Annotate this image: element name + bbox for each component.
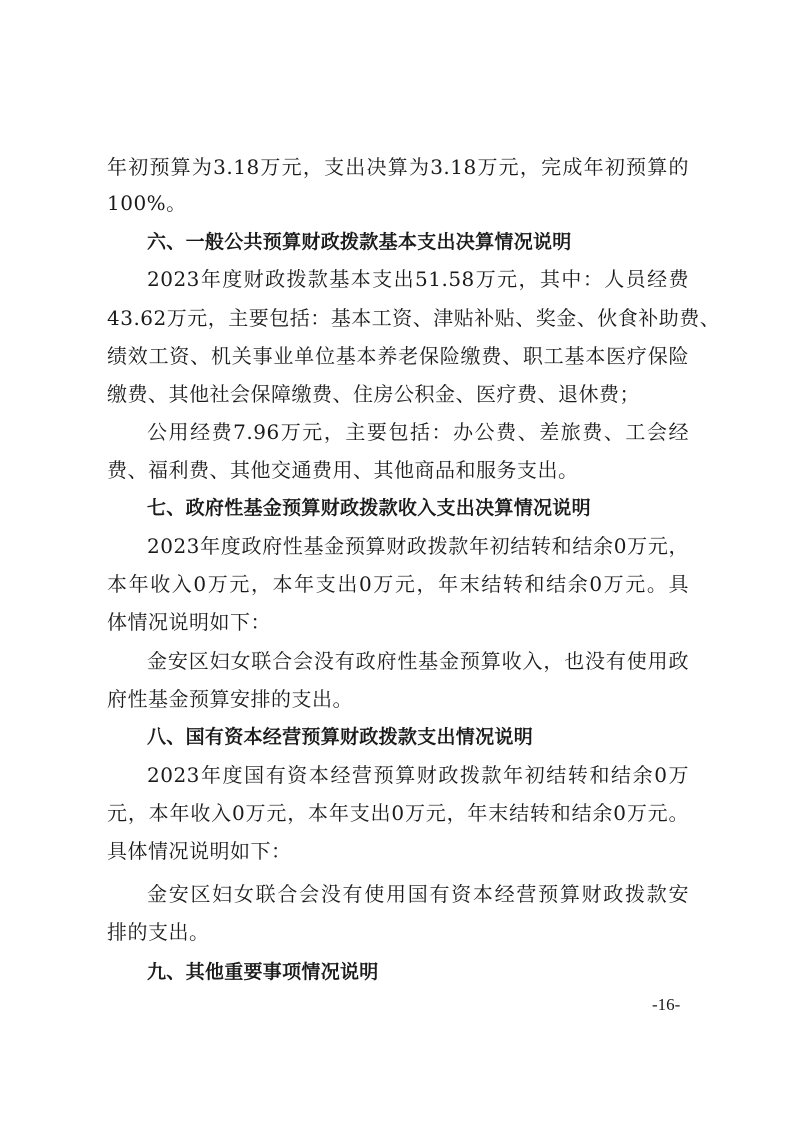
- body-text-line: 绩效工资、机关事业单位基本养老保险缴费、职工基本医疗保险: [107, 344, 689, 368]
- body-text-line: 100%。: [107, 191, 187, 215]
- section-heading-6: 六、一般公共预算财政拨款基本支出决算情况说明: [147, 231, 572, 253]
- body-text-line: 府性基金预算安排的支出。: [107, 687, 353, 711]
- body-text-line: 公用经费7.96万元，主要包括：办公费、差旅费、工会经: [147, 420, 689, 444]
- page-number: -16-: [652, 995, 681, 1014]
- body-text-line: 本年收入0万元，本年支出0万元，年末结转和结余0万元。具: [107, 572, 689, 596]
- body-text-line: 金安区妇女联合会没有政府性基金预算收入，也没有使用政: [147, 649, 689, 673]
- body-text-line: 缴费、其他社会保障缴费、住房公积金、医疗费、退休费；: [107, 382, 640, 406]
- body-text-line: 排的支出。: [107, 920, 210, 944]
- body-text-line: 体情况说明如下：: [107, 610, 271, 634]
- body-text-line: 金安区妇女联合会没有使用国有资本经营预算财政拨款安: [147, 882, 689, 906]
- section-heading-7: 七、政府性基金预算财政拨款收入支出决算情况说明: [147, 497, 591, 519]
- section-heading-9: 九、其他重要事项情况说明: [147, 961, 379, 983]
- body-text-line: 43.62万元，主要包括：基本工资、津贴补贴、奖金、伙食补助费、: [107, 306, 721, 330]
- body-text-line: 2023年度财政拨款基本支出51.58万元，其中：人员经费: [147, 267, 689, 291]
- body-text-line: 具体情况说明如下：: [107, 839, 292, 863]
- body-text-line: 2023年度国有资本经营预算财政拨款年初结转和结余0万: [147, 763, 689, 787]
- body-text-line: 年初预算为3.18万元，支出决算为3.18万元，完成年初预算的: [107, 155, 689, 179]
- body-text-line: 费、福利费、其他交通费用、其他商品和服务支出。: [107, 458, 579, 482]
- body-text-line: 2023年度政府性基金预算财政拨款年初结转和结余0万元，: [147, 534, 689, 558]
- section-heading-8: 八、国有资本经营预算财政拨款支出情况说明: [147, 726, 534, 748]
- body-text-line: 元，本年收入0万元，本年支出0万元，年末结转和结余0万元。: [107, 801, 689, 825]
